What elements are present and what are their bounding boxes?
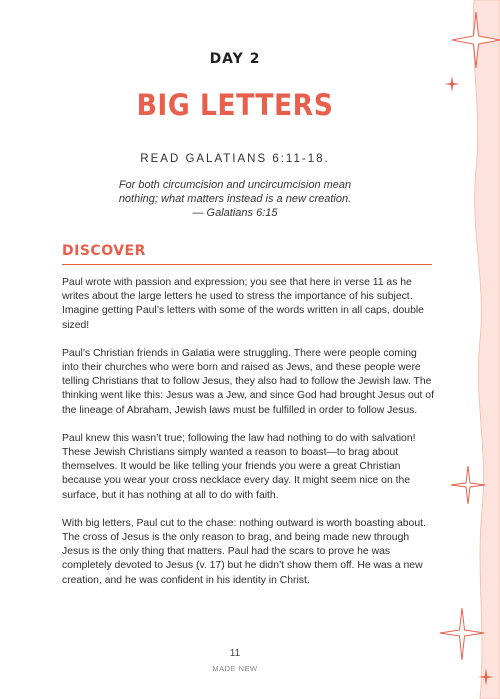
day-label: DAY 2 (209, 51, 261, 67)
page-title: BIG LETTERS (136, 88, 334, 122)
footer-label: MADE NEW (212, 664, 258, 673)
sparkle-star-icon (478, 668, 494, 686)
page-number: 11 (229, 648, 241, 659)
quote-citation: — Galatians 6:15 (192, 207, 278, 219)
paragraph: Paul’s Christian friends in Galatia were struggling. There were people coming into their churches who were born and raised as Jews, and these people were telling Christians that to follow Jesus, they also had to follow the Jewish law. The thinking went like this: Jesus was a Jew, and since God had brought Jesus out of the lineage of Abraham, Jewish laws must be fulfilled in order to follow Jesus. (62, 347, 434, 416)
paragraph: With big letters, Paul cut to the chase: nothing outward is worth boasting about. The cross of Jesus is the only reason to brag, and being made new through Jesus is the only thing that matters. Paul had the scars to prove he was completely devoted to Jesus (v. 17) but he didn’t show them off. He was a new creation, and he was confident in his identity in Christ. (62, 517, 426, 586)
reading-reference: READ GALATIANS 6:11-18. (140, 153, 330, 165)
quote-line: For both circumcision and uncircumcision mean (118, 179, 352, 191)
body-text (62, 276, 434, 602)
sparkle-star-icon (451, 466, 485, 504)
paragraph: Paul wrote with passion and expression; you see that here in verse 11 as he writes about the large letters he used to stress the importance of his subject. Imagine getting Paul’s letters with some of the words written in all caps, double sized! (62, 277, 424, 331)
section-heading: DISCOVER (62, 243, 432, 265)
scripture-quote (0, 178, 470, 220)
paragraph: Paul knew this wasn’t true; following the law had nothing to do with salvation! These Jewish Christians simply wanted a reason to boast—to brag about themselves. It would be like telling your friends you were a great Christian because you wear your cross necklace every day. It might seem nice on the surface, but it has nothing at all to do with faith. (62, 432, 416, 501)
quote-line: nothing; what matters instead is a new creation. (118, 193, 352, 205)
